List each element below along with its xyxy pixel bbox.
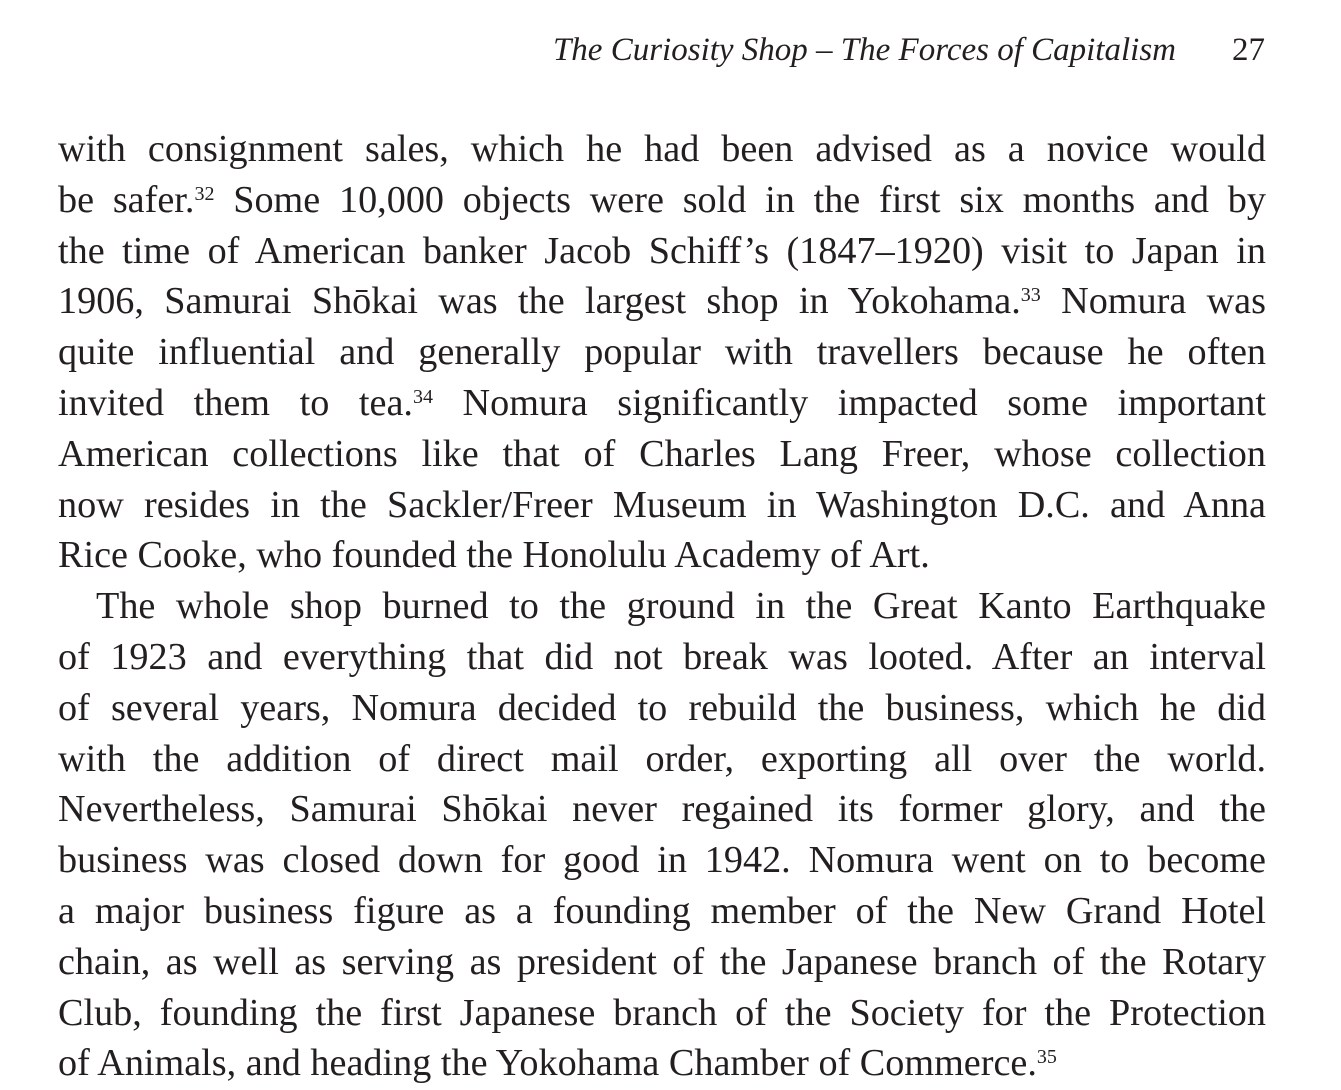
text-line xyxy=(58,124,1266,175)
text-line xyxy=(58,581,1266,632)
text-run: now resides in the Sackler/Freer Museum in Washington D.C. and Anna xyxy=(58,483,1266,526)
text-line xyxy=(58,327,1266,378)
text-line xyxy=(58,530,1266,581)
text-run: Nomura significantly impacted some important xyxy=(432,381,1266,424)
text-run: business was closed down for good in 1942. Nomura went on to become xyxy=(58,839,1266,882)
text-line xyxy=(58,734,1266,785)
text-run: be safer. xyxy=(58,178,195,221)
text-line xyxy=(58,937,1266,988)
text-line xyxy=(58,480,1266,531)
text-line xyxy=(58,886,1266,937)
text-run: of 1923 and everything that did not break was looted. After an interval xyxy=(58,635,1266,678)
text-run: invited them to tea. xyxy=(58,381,413,424)
text-run: Nevertheless, Samurai Shōkai never regained its former glory, and the xyxy=(58,788,1266,831)
running-head xyxy=(553,30,1265,70)
footnote-ref: 32 xyxy=(194,182,215,205)
text-run: of several years, Nomura decided to rebuild the business, which he did xyxy=(58,686,1266,729)
footnote-ref: 33 xyxy=(1020,284,1041,307)
text-run: 1906, Samurai Shōkai was the largest shop in Yokohama. xyxy=(58,280,1021,323)
text-line xyxy=(58,378,1266,429)
paragraph xyxy=(58,581,1266,1089)
text-run: chain, as well as serving as president of the Japanese branch of the Rotary xyxy=(58,940,1266,983)
text-line xyxy=(58,683,1266,734)
footnote-ref: 35 xyxy=(1036,1046,1057,1069)
page-number: 27 xyxy=(1232,32,1265,68)
text-line xyxy=(58,276,1266,327)
running-head-title: The Curiosity Shop – The Forces of Capitalism xyxy=(552,32,1176,68)
text-line xyxy=(58,175,1266,226)
text-run: of Animals, and heading the Yokohama Chamber of Commerce. xyxy=(58,1042,1037,1085)
text-line xyxy=(58,1038,1266,1089)
text-run: quite influential and generally popular with travellers because he often xyxy=(58,331,1266,374)
text-run: The whole shop burned to the ground in the Great Kanto Earthquake xyxy=(96,585,1266,628)
text-run: American collections like that of Charles Lang Freer, whose collection xyxy=(58,432,1266,475)
text-run: a major business figure as a founding member of the New Grand Hotel xyxy=(58,889,1266,932)
footnote-ref: 34 xyxy=(412,385,433,408)
text-run: Rice Cooke, who founded the Honolulu Academy of Art. xyxy=(58,534,930,577)
text-run: Some 10,000 objects were sold in the first six months and by xyxy=(214,178,1266,221)
text-run: with consignment sales, which he had been advised as a novice would xyxy=(58,128,1266,170)
text-run: Club, founding the first Japanese branch of the Society for the Protection xyxy=(58,991,1266,1034)
text-line xyxy=(58,784,1266,835)
text-line xyxy=(58,632,1266,683)
body-text xyxy=(58,124,1266,1089)
text-line xyxy=(58,429,1266,480)
text-run: Nomura was xyxy=(1040,280,1266,323)
text-line xyxy=(58,988,1266,1039)
text-line xyxy=(58,226,1266,277)
paragraph xyxy=(58,124,1266,581)
text-run: with the addition of direct mail order, exporting all over the world. xyxy=(58,737,1266,780)
text-line xyxy=(58,835,1266,886)
text-run: the time of American banker Jacob Schiff’s (1847–1920) visit to Japan in xyxy=(58,229,1266,272)
